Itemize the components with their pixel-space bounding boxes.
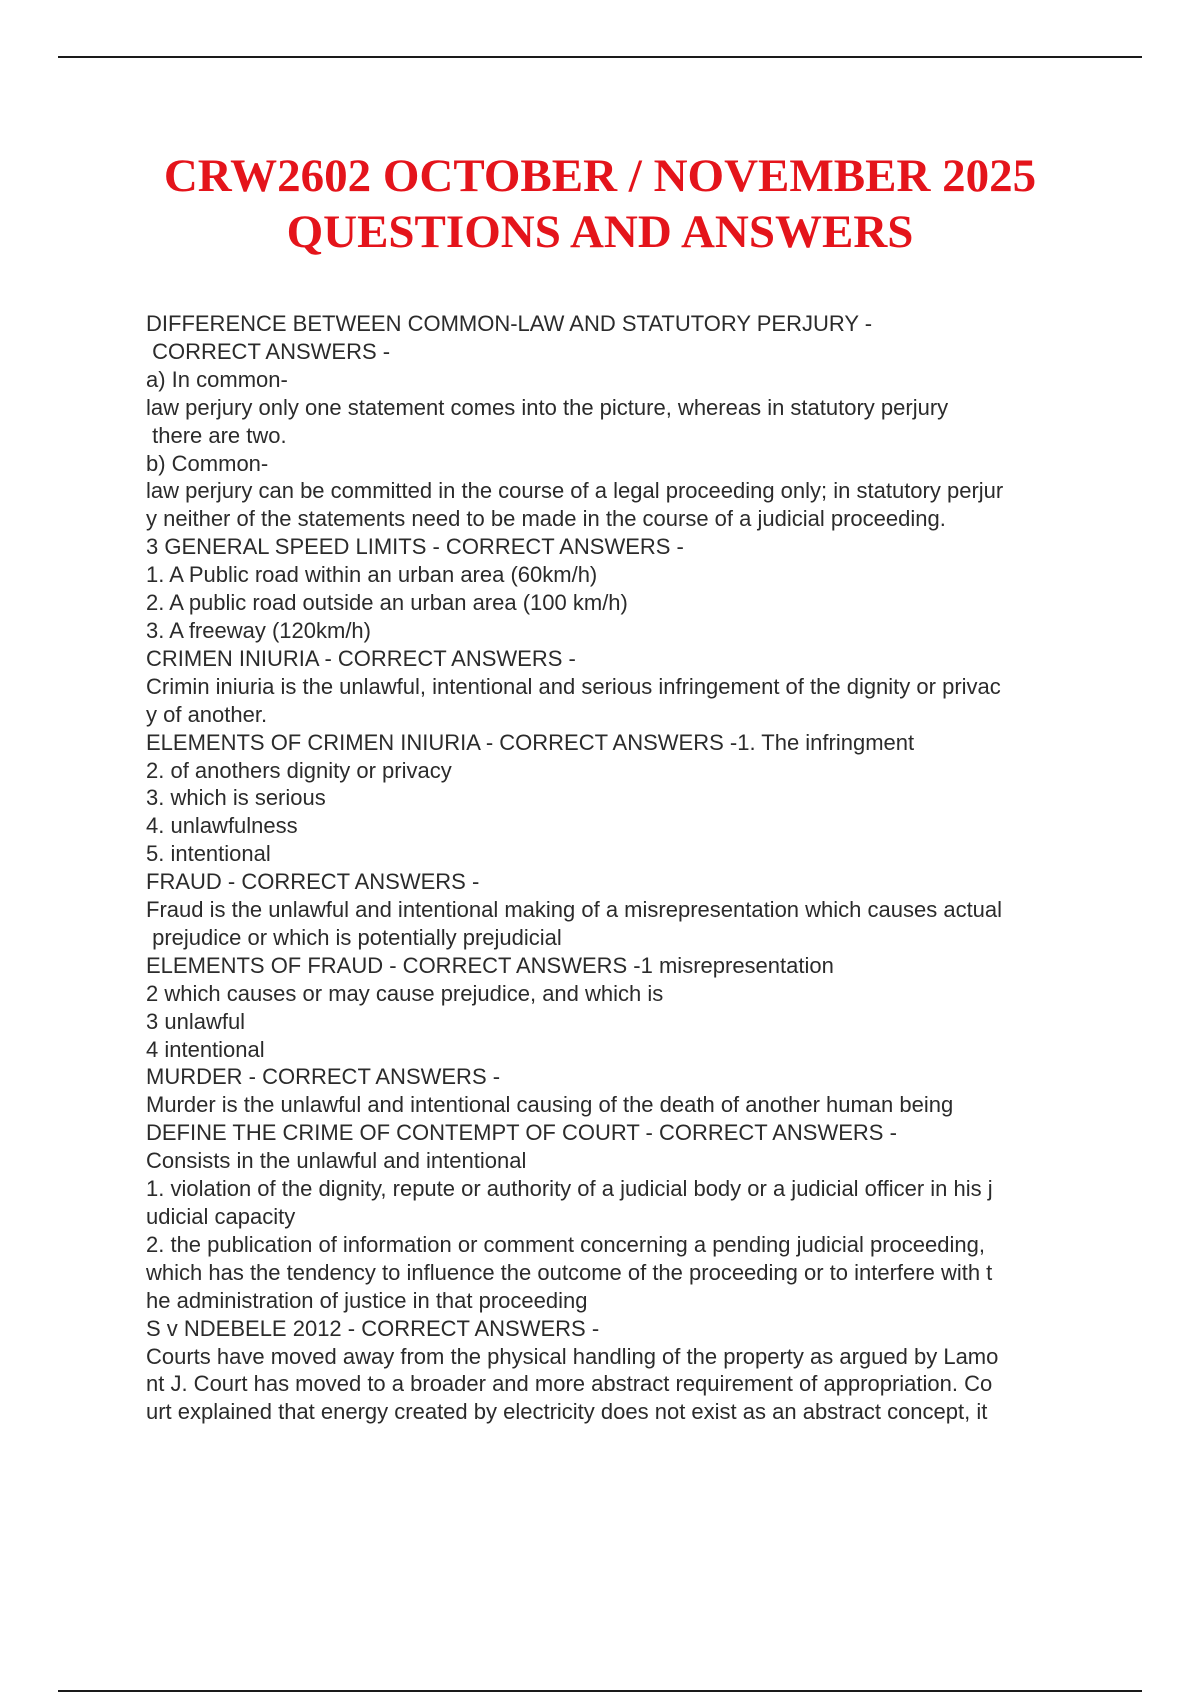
text-line: DIFFERENCE BETWEEN COMMON-LAW AND STATUTORY PERJURY - [146, 311, 873, 336]
text-line: Crimin iniuria is the unlawful, intentional and serious infringement of the dignity or privac [146, 673, 1001, 699]
text-line: 4. unlawfulness [146, 813, 298, 839]
text-line: y of another. [146, 701, 268, 727]
title-line: CRW2602 OCTOBER / NOVEMBER 2025 [163, 150, 1037, 202]
text-line: S v NDEBELE 2012 - CORRECT ANSWERS - [146, 1315, 600, 1341]
text-line: 1. violation of the dignity, repute or authority of a judicial body or a judicial officer in his j [146, 1176, 993, 1202]
text-line: Consists in the unlawful and intentional [146, 1148, 527, 1174]
text-line: 4 intentional [146, 1036, 265, 1062]
text-line: CORRECT ANSWERS - [146, 338, 391, 364]
text-line: law perjury can be committed in the course of a legal proceeding only; in statutory perjur [146, 478, 1004, 504]
title-line: QUESTIONS AND ANSWERS [286, 206, 914, 258]
document-body [146, 310, 1146, 1426]
text-line: he administration of justice in that proceeding [146, 1287, 588, 1313]
top-rule [58, 56, 1142, 58]
text-line: MURDER - CORRECT ANSWERS - [146, 1064, 501, 1090]
text-line: 2 which causes or may cause prejudice, and which is [146, 980, 664, 1006]
bottom-rule [58, 1690, 1142, 1692]
text-line: 1. A Public road within an urban area (60km/h) [146, 562, 598, 588]
text-line: nt J. Court has moved to a broader and more abstract requirement of appropriation. Co [146, 1371, 993, 1397]
text-line: Courts have moved away from the physical handling of the property as argued by Lamo [146, 1343, 999, 1369]
text-line: b) Common- [146, 450, 269, 476]
text-line: 3. which is serious [146, 785, 326, 811]
text-line: ELEMENTS OF CRIMEN INIURIA - CORRECT ANSWERS -1. The infringment [146, 729, 915, 755]
text-line: udicial capacity [146, 1204, 296, 1229]
text-line: 3. A freeway (120km/h) [146, 617, 371, 643]
text-line: 3 GENERAL SPEED LIMITS - CORRECT ANSWERS - [146, 534, 684, 560]
text-line: urt explained that energy created by electricity does not exist as an abstract concept, it [146, 1399, 988, 1425]
text-line: 5. intentional [146, 841, 271, 867]
text-line: 2. the publication of information or comment concerning a pending judicial proceeding, [146, 1231, 985, 1257]
text-line: 2. A public road outside an urban area (100 km/h) [146, 590, 628, 616]
document-title [60, 148, 1140, 260]
text-line: 3 unlawful [146, 1008, 246, 1034]
text-line: 2. of anothers dignity or privacy [146, 757, 452, 783]
text-line: a) In common- [146, 366, 288, 392]
text-line: CRIMEN INIURIA - CORRECT ANSWERS - [146, 645, 576, 671]
text-line: y neither of the statements need to be made in the course of a judicial proceeding. [146, 506, 946, 532]
text-line: ELEMENTS OF FRAUD - CORRECT ANSWERS -1 misrepresentation [146, 952, 834, 978]
text-line: law perjury only one statement comes into the picture, whereas in statutory perjury [146, 394, 949, 420]
text-line: there are two. [146, 422, 287, 448]
text-line: Fraud is the unlawful and intentional making of a misrepresentation which causes actual [146, 897, 1003, 923]
text-line: which has the tendency to influence the outcome of the proceeding or to interfere with t [146, 1259, 993, 1285]
text-line: FRAUD - CORRECT ANSWERS - [146, 869, 480, 895]
text-line: prejudice or which is potentially prejudicial [146, 924, 562, 950]
text-line: Murder is the unlawful and intentional causing of the death of another human being [146, 1092, 954, 1118]
text-line: DEFINE THE CRIME OF CONTEMPT OF COURT - CORRECT ANSWERS - [146, 1120, 897, 1146]
